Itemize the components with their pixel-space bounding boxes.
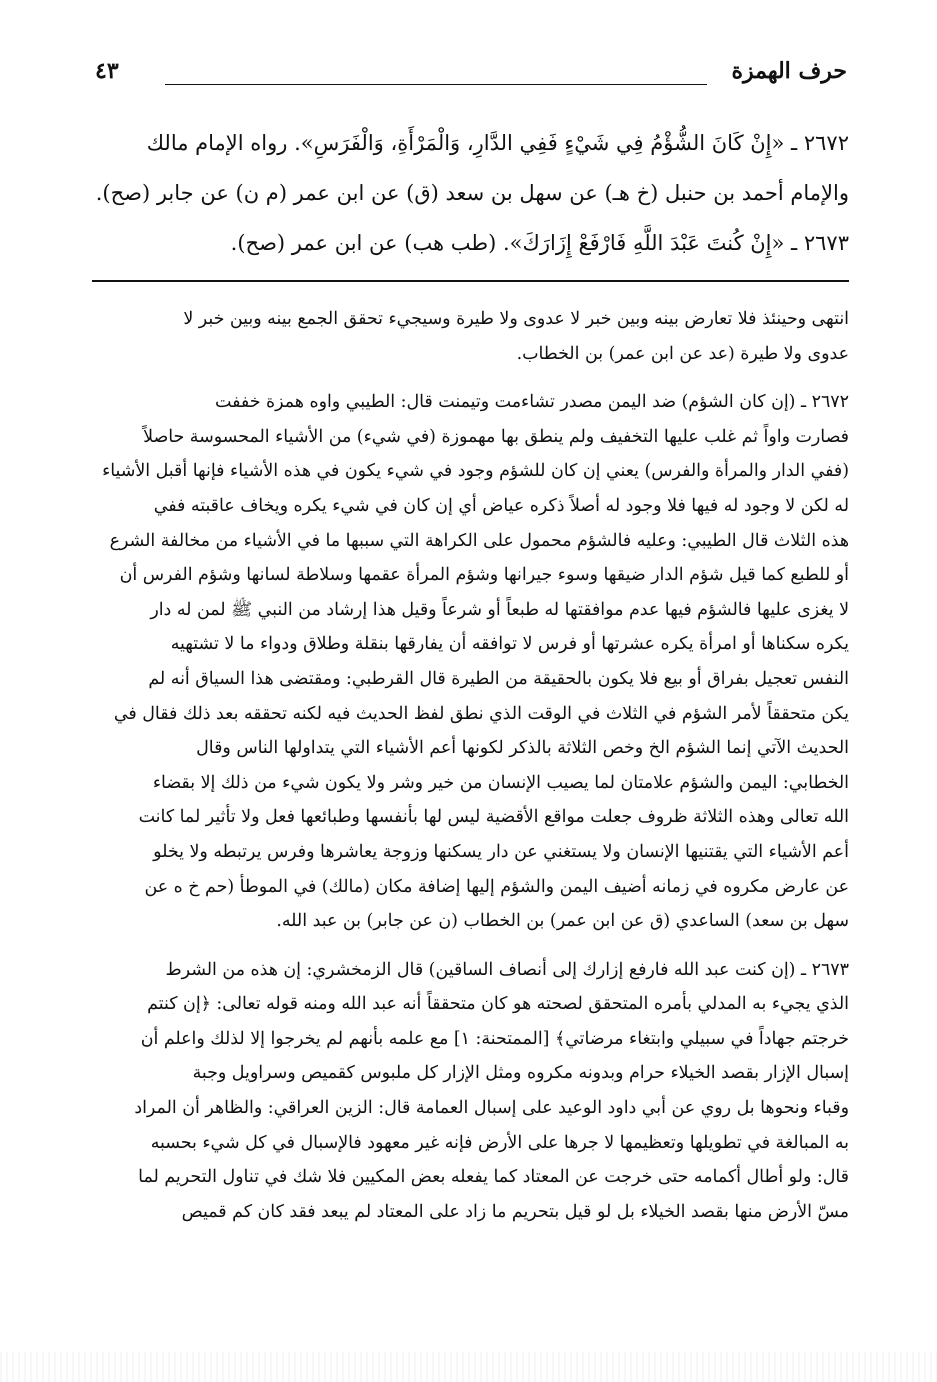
commentary-line: أعم الأشياء التي يقتنيها الإنسان ولا يستغني عن دار يسكنها وزوجة يعاشرها وفرس يرتبطه ولا يخلو xyxy=(153,841,849,862)
chapter-title: حرف الهمزة xyxy=(731,58,847,84)
commentary-line: عدوى ولا طيرة (عد عن ابن عمر) بن الخطاب. xyxy=(516,343,849,364)
page-header xyxy=(95,58,847,92)
hadith-line: ٢٦٧٣ ـ «إِنْ كُنتَ عَبْدَ اللَّهِ فَارْفَعْ إِزَارَكَ». (طب هب) عن ابن عمر (صح). xyxy=(230,231,849,255)
commentary-line: يكن متحققاً لأمر الشؤم في الثلاث في الوقت الذي نطق لفظ الحديث فيه لكنه تحققه بعد ذلك فقال في xyxy=(113,703,849,724)
hadith-line: والإمام أحمد بن حنبل (خ هـ) عن سهل بن سعد (ق) عن ابن عمر (م ن) عن جابر (صح). xyxy=(95,181,849,205)
commentary-line: ٢٦٧٢ ـ (إن كان الشؤم) ضد اليمن مصدر تشاءمت وتيمنت قال: الطيبي واوه همزة خففت xyxy=(215,392,849,413)
hadith-text-block xyxy=(92,118,849,268)
commentary-line: انتهى وحينئذ فلا تعارض بينه وبين خبر لا عدوى ولا طيرة وسيجيء تحقق الجمع بينه وبين خبر لا xyxy=(183,309,849,329)
section-divider xyxy=(92,280,849,282)
commentary-line: به المبالغة في تطويلها وتعظيمها لا جرها على الأرض فإنه غير معهود فالإسبال في كل شيء بحسبه xyxy=(150,1132,849,1153)
commentary-block xyxy=(92,302,849,1229)
commentary-line: الخطابي: اليمن والشؤم علامتان لما يصيب الإنسان من خير وشر ولا يكون شيء من ذلك إلا بقضاء xyxy=(152,772,849,793)
commentary-line: هذه الثلاث قال الطيبي: وعليه فالشؤم محمول على الكراهة التي سببها ما في الأشياء من مخالفة الشرع xyxy=(109,530,849,551)
hadith-line: ٢٦٧٢ ـ «إِنْ كَانَ الشُّؤْمُ فِي شَيْءٍ فَفِي الدَّارِ، وَالْمَرْأَةِ، وَالْفَرَسِ». رواه الإمام مالك xyxy=(146,131,849,155)
commentary-line: الحديث الآتي إنما الشؤم الخ وخص الثلاثة بالذكر لكونها أعم الأشياء التي يتداولها الناس وقال xyxy=(196,738,849,759)
commentary-line: عن عارض مكروه في زمانه أضيف اليمن والشؤم إليها إضافة مكان (مالك) في الموطأ (حم خ ه عن xyxy=(144,876,849,897)
commentary-line: فصارت واواً ثم غلب عليها التخفيف ولم ينطق بها مهموزة (في شيء) من الأشياء المحسوسة حاصلاً xyxy=(143,426,849,447)
commentary-line: له لكن لا وجود له فيها فلا وجود له أصلاً ذكره عياض أي إن كان في شيء يكره ويخاف عاقبته ففي xyxy=(153,495,849,516)
commentary-line: ٢٦٧٣ ـ (إن كنت عبد الله فارفع إزارك إلى أنصاف الساقين) قال الزمخشري: إن هذه من الشرط xyxy=(165,959,849,980)
commentary-line: يكره سكناها أو امرأة يكره عشرتها أو فرس لا توافقه أن يفارقها بنقلة وطلاق ودواء ما لا تشتهيه xyxy=(170,634,849,655)
header-rule xyxy=(165,84,707,85)
commentary-line: سهل بن سعد) الساعدي (ق عن ابن عمر) بن الخطاب (ن عن جابر) بن عبد الله. xyxy=(276,911,849,932)
commentary-line: (ففي الدار والمرأة والفرس) يعني إن كان للشؤم وجود في شيء يكون في هذه الأشياء فإنها أقبل الأشياء xyxy=(102,461,849,482)
commentary-line: الله تعالى وهذه الثلاثة ظروف جعلت مواقع الأقضية ليس لها بأنفسها وطبائعها فعل ولا تأثير لما كانت xyxy=(138,807,849,828)
commentary-line: أو للطبع كما قيل شؤم الدار ضيقها وسوء جيرانها وشؤم المرأة عقمها وسلاطة لسانها وشؤم الفرس أن xyxy=(119,565,849,586)
commentary-line: قال: ولو أطال أكمامه حتى خرجت عن المعتاد كما يفعله بعض المكيين فلا شك في تناول التحريم لما xyxy=(138,1167,849,1188)
commentary-line: خرجتم جهاداً في سبيلي وابتغاء مرضاتي﴾ [الممتحنة: ١] مع علمه بأنهم لم يخرجوا إلا لذلك واعلم أن xyxy=(140,1028,849,1049)
commentary-line: الذي يجيء به المدلي بأمره المتحقق لصحته هو كان متحققاً أنه عبد الله ومنه قوله تعالى: ﴿إن كنتم xyxy=(147,994,849,1015)
commentary-line: مسّ الأرض منها بقصد الخيلاء بل لو قيل بتحريم ما زاد على المعتاد لم يبعد فقد كان كم قميص xyxy=(181,1201,849,1222)
commentary-line: لا يغزى عليها فالشؤم فيها عدم موافقتها له طبعاً أو شرعاً وقيل هذا إرشاد من النبي ﷺ لمن له دار xyxy=(150,599,849,620)
commentary-line: النفس تعجيل بفراق أو بيع فلا يكون بالحقيقة من الطيرة قال القرطبي: ومقتضى هذا السياق أنه لم xyxy=(148,668,849,689)
scan-artifact-strip xyxy=(0,1352,937,1382)
page-number: ٤٣ xyxy=(95,58,119,84)
commentary-line: وقباء ونحوها بل روي عن أبي داود الوعيد على إسبال العمامة قال: الزين العراقي: والظاهر أن المراد xyxy=(134,1098,849,1119)
commentary-line: إسبال الإزار بقصد الخيلاء حرام وبدونه مكروه ومثل الإزار كل ملبوس كقميص وسراويل وجبة xyxy=(192,1063,849,1084)
